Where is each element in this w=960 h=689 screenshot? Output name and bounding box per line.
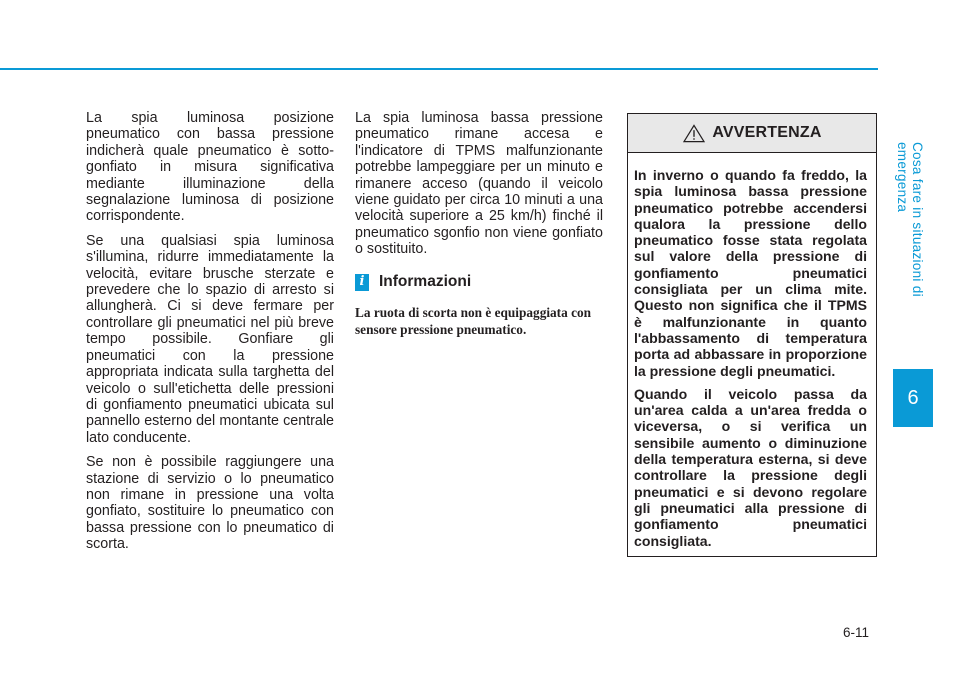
warning-box: [627, 113, 877, 557]
body-paragraph: La spia luminosa posizione pneumatico con bassa pressione indicherà quale pneumatico è sotto-gonfiato in misura significativa mediante illuminazione della segnalazione luminosa di posizione corrispondente.: [86, 110, 334, 225]
warning-paragraph: In inverno o quando fa freddo, la spia luminosa bassa pressione pneumatico potrebbe accendersi qualora la pressione dello pneumatico fosse stata regolata sul valore della pressione di gonfiamento pneumatici consigliata per un clima mite. Questo non significa che il TPMS è malfunzionante in quanto l'abbassamento di temperatura porta ad abbassare in proporzione la pressione degli pneumatici.: [634, 167, 867, 379]
info-icon: i: [355, 274, 369, 291]
body-paragraph: La spia luminosa bassa pressione pneumatico rimane accesa e l'indicatore di TPMS malfunzionante potrebbe lampeggiare per un minuto e rimanere acceso (quando il veicolo viene guidato per circa 10 minuti a una velocità superiore a 25 km/h) finché il pneumatico sgonfio non viene gonfiato o sostituito.: [355, 110, 603, 258]
header-rule: [0, 68, 878, 70]
warning-paragraph: Quando il veicolo passa da un'area calda a un'area fredda o viceversa, o si verifica un sensibile aumento o diminuzione della temperatura esterna, si deve controllare la pressione degli pneumatici e si devono regolare gli pneumatici alla pressione di gonfiamento pneumatici consigliata.: [634, 385, 867, 549]
chapter-tab[interactable]: 6: [893, 369, 933, 427]
left-column: [86, 110, 334, 561]
chapter-title: Cosa fare in situazioni di emergenza: [895, 142, 925, 297]
info-text: La ruota di scorta non è equipaggiata con sensore pressione pneumatico.: [355, 304, 592, 337]
body-paragraph: Se una qualsiasi spia luminosa s'illumina, ridurre immediatamente la velocità, evitare brusche sterzate e prevedere che lo spazio di arresto si allungherà. Ci si deve fermare per controllare gli pneumatici nel più breve tempo possibile. Gonfiare gli pneumatici con la pressione appropriata indicata sulla targhetta del veicolo o sull'etichetta delle pressioni di gonfiamento pneumatici ubicata sul pannello esterno del montante centrale lato conducente.: [86, 232, 334, 446]
warning-body: [628, 153, 876, 549]
info-heading: [355, 274, 603, 291]
warning-triangle-icon: [682, 124, 706, 143]
page-number: 6-11: [843, 625, 870, 640]
info-title: Informazioni: [379, 272, 472, 290]
middle-column: [355, 110, 603, 338]
body-paragraph: Se non è possibile raggiungere una stazione di servizio o lo pneumatico non rimane in pressione una volta gonfiato, sostituire lo pneumatico con bassa pressione con lo pneumatico di scorta.: [86, 454, 334, 553]
warning-title: AVVERTENZA: [712, 124, 822, 141]
warning-header: [628, 114, 876, 153]
